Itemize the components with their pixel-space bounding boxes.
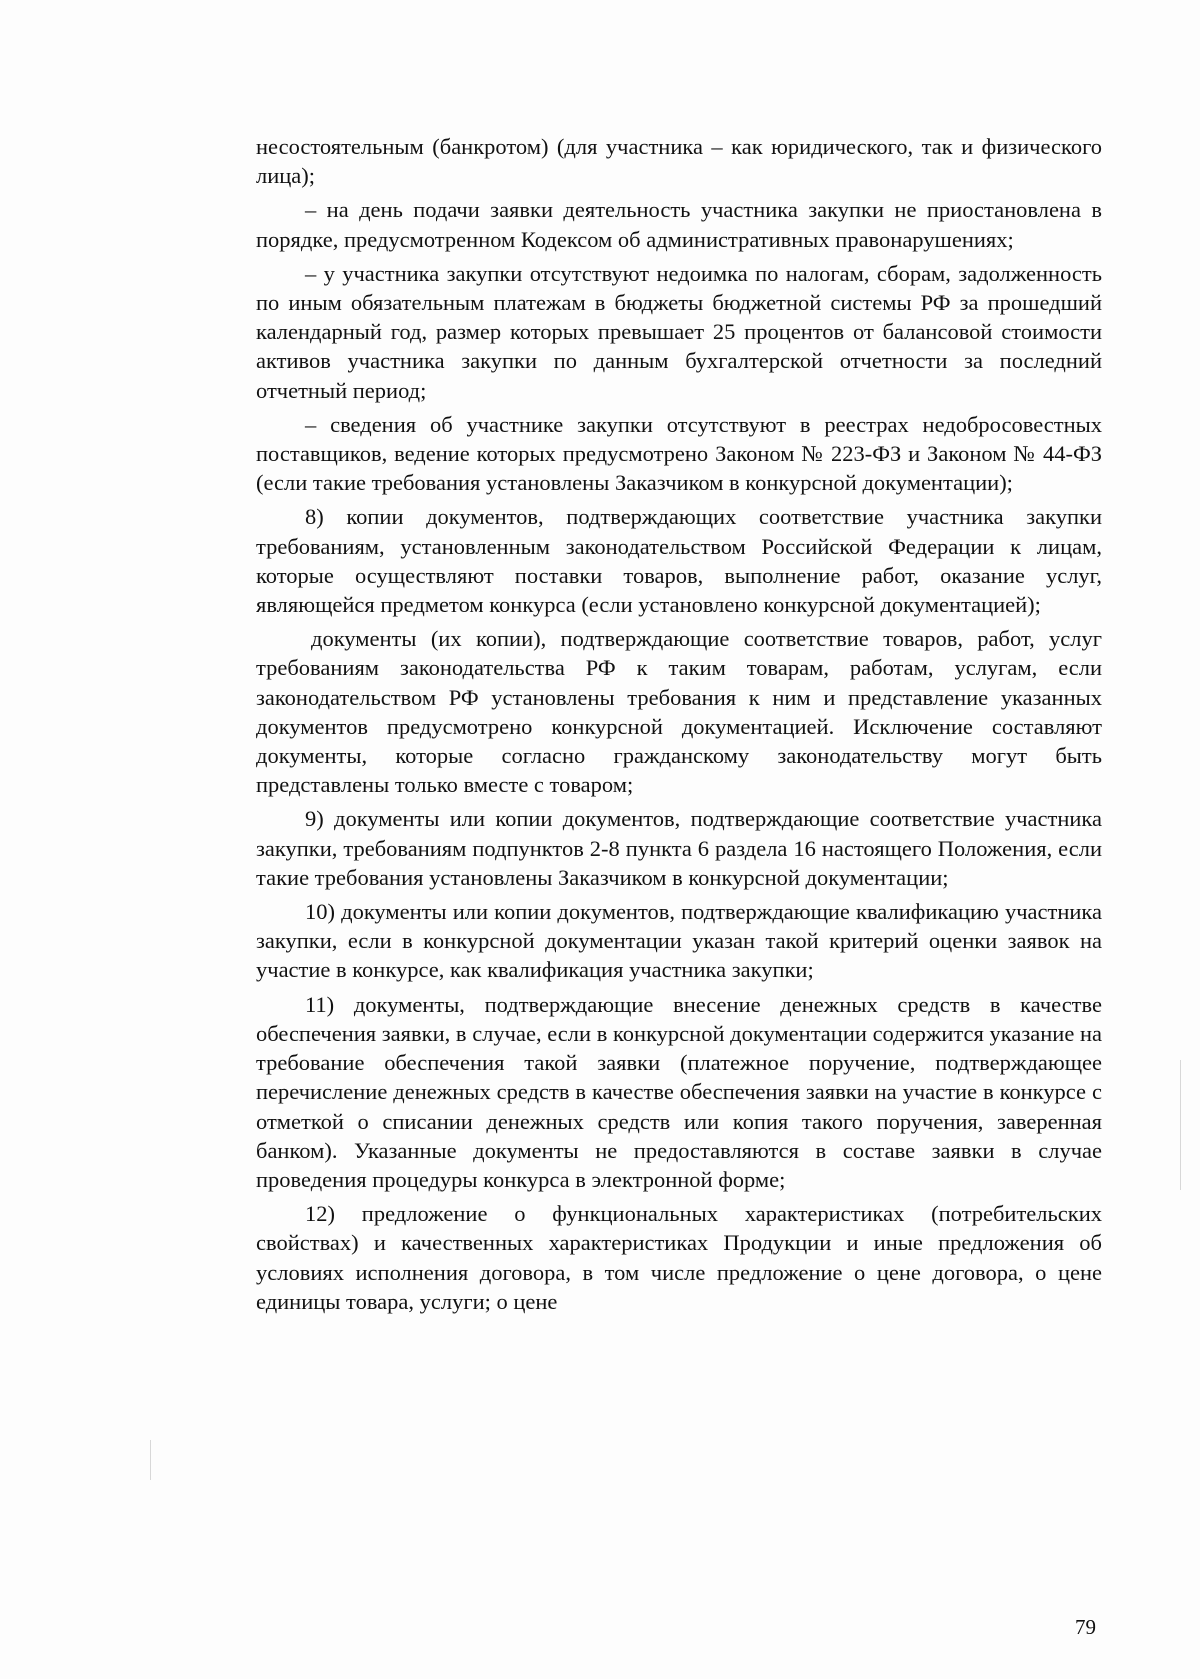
paragraph-item-10: 10) документы или копии документов, подтверждающие квалификацию участника закупки, если в конкурсной документации указан такой критерий оценки заявок на участие в конкурсе, как квалификация участника закупки;	[256, 899, 1102, 983]
document-body	[256, 132, 1102, 1321]
paragraph-item-9: 9) документы или копии документов, подтверждающие соответствие участника закупки, требованиям подпунктов 2-8 пункта 6 раздела 16 настоящего Положения, если такие требования установлены Заказчиком в конкурсной документации;	[256, 806, 1102, 890]
scan-artifact-line	[150, 1440, 151, 1480]
paragraph-continuation: несостоятельным (банкротом) (для участника – как юридического, так и физического лица);	[256, 134, 1102, 189]
paragraph-not-suspended: – на день подачи заявки деятельность участника закупки не приостановлена в порядке, предусмотренном Кодексом об административных правонарушениях;	[256, 197, 1102, 252]
paragraph-item-8-documents: документы (их копии), подтверждающие соответствие товаров, работ, услуг требованиям законодательства РФ к таким товарам, работам, услугам, если законодательством РФ установлены требования к ним и представление указанных документов предусмотрено конкурсной документацией. Исключение составляют документы, которые согласно гражданскому законодательству могут быть представлены только вместе с товаром;	[256, 626, 1102, 798]
paragraph-no-arrears: – у участника закупки отсутствуют недоимка по налогам, сборам, задолженность по иным обязательным платежам в бюджеты бюджетной системы РФ за прошедший календарный год, размер которых превышает 25 процентов от балансовой стоимости активов участника закупки по данным бухгалтерской отчетности за последний отчетный период;	[256, 260, 1102, 403]
paragraph-registry: – сведения об участнике закупки отсутствуют в реестрах недобросовестных поставщиков, ведение которых предусмотрено Законом № 223-ФЗ и Законом № 44-ФЗ (если такие требования установлены Заказчиком в конкурсной документации);	[256, 411, 1102, 496]
scan-artifact-line	[1180, 1060, 1181, 1190]
page-number: 79	[1075, 1615, 1096, 1639]
paragraph-item-11: 11) документы, подтверждающие внесение денежных средств в качестве обеспечения заявки, в случае, если в конкурсной документации содержится указание на требование обеспечения такой заявки (платежное поручение, подтверждающее перечисление денежных средств в качестве обеспечения заявки на участие в конкурсе с отметкой о списании денежных средств или копия такого поручения, заверенная банком). Указанные документы не предоставляются в составе заявки в случае проведения процедуры конкурса в электронной форме;	[256, 991, 1102, 1192]
paragraph-item-12: 12) предложение о функциональных характеристиках (потребительских свойствах) и качественных характеристиках Продукции и иные предложения об условиях исполнения договора, в том числе предложение о цене договора, о цене единицы товара, услуги; о цене	[256, 1201, 1102, 1314]
paragraph-item-8: 8) копии документов, подтверждающих соответствие участника закупки требованиям, установленным законодательством Российской Федерации к лицам, которые осуществляют поставки товаров, выполнение работ, оказание услуг, являющейся предметом конкурса (если установлено конкурсной документацией);	[256, 504, 1102, 618]
